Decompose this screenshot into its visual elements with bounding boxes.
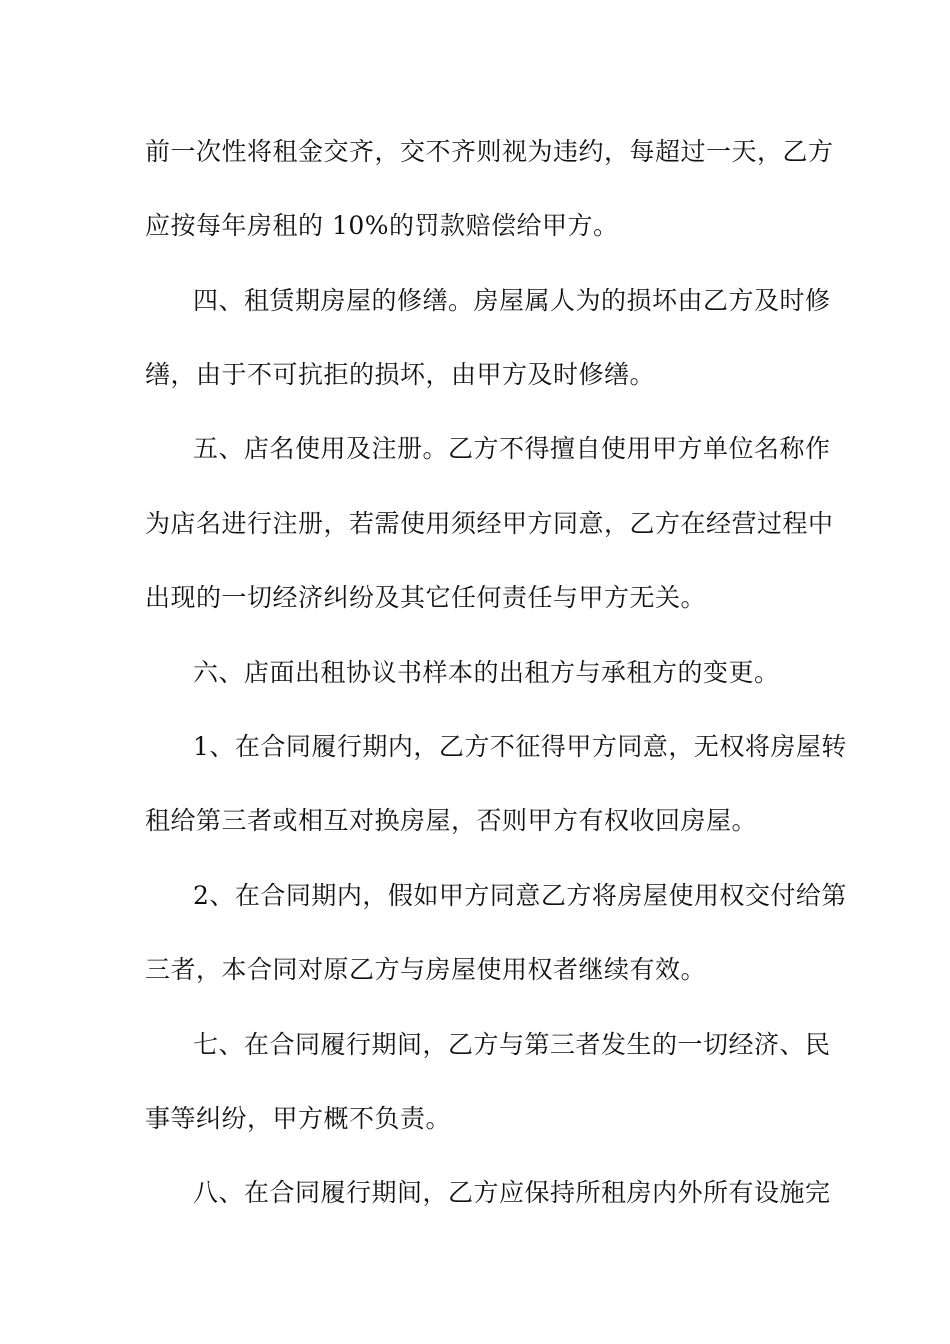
text-line: 应按每年房租的 10%的罚款赔偿给甲方。 bbox=[145, 211, 619, 240]
text-line: 缮，由于不可抗拒的损坏，由甲方及时修缮。 bbox=[145, 360, 656, 389]
paragraph-start-line: 五、店名使用及注册。乙方不得擅自使用甲方单位名称作 bbox=[193, 434, 831, 463]
text-line: 出现的一切经济纠纷及其它任何责任与甲方无关。 bbox=[145, 583, 707, 612]
paragraph-start-line: 八、在合同履行期间，乙方应保持所租房内外所有设施完 bbox=[193, 1178, 831, 1207]
paragraph-start-line: 四、租赁期房屋的修缮。房屋属人为的损坏由乙方及时修 bbox=[193, 286, 831, 315]
paragraph-start-line: 七、在合同履行期间，乙方与第三者发生的一切经济、民 bbox=[193, 1030, 831, 1059]
text-line: 三者，本合同对原乙方与房屋使用权者继续有效。 bbox=[145, 955, 707, 984]
paragraph-start-line: 六、店面出租协议书样本的出租方与承租方的变更。 bbox=[193, 658, 780, 687]
text-line: 前一次性将租金交齐，交不齐则视为违约，每超过一天，乙方 bbox=[145, 137, 834, 166]
text-line: 事等纠纷，甲方概不负责。 bbox=[145, 1104, 452, 1133]
text-line: 为店名进行注册，若需使用须经甲方同意，乙方在经营过程中 bbox=[145, 509, 834, 538]
paragraph-start-line: 2、在合同期内，假如甲方同意乙方将房屋使用权交付给第 bbox=[193, 881, 847, 910]
paragraph-start-line: 1、在合同履行期内，乙方不征得甲方同意，无权将房屋转 bbox=[193, 732, 847, 761]
text-line: 租给第三者或相互对换房屋，否则甲方有权收回房屋。 bbox=[145, 806, 758, 835]
